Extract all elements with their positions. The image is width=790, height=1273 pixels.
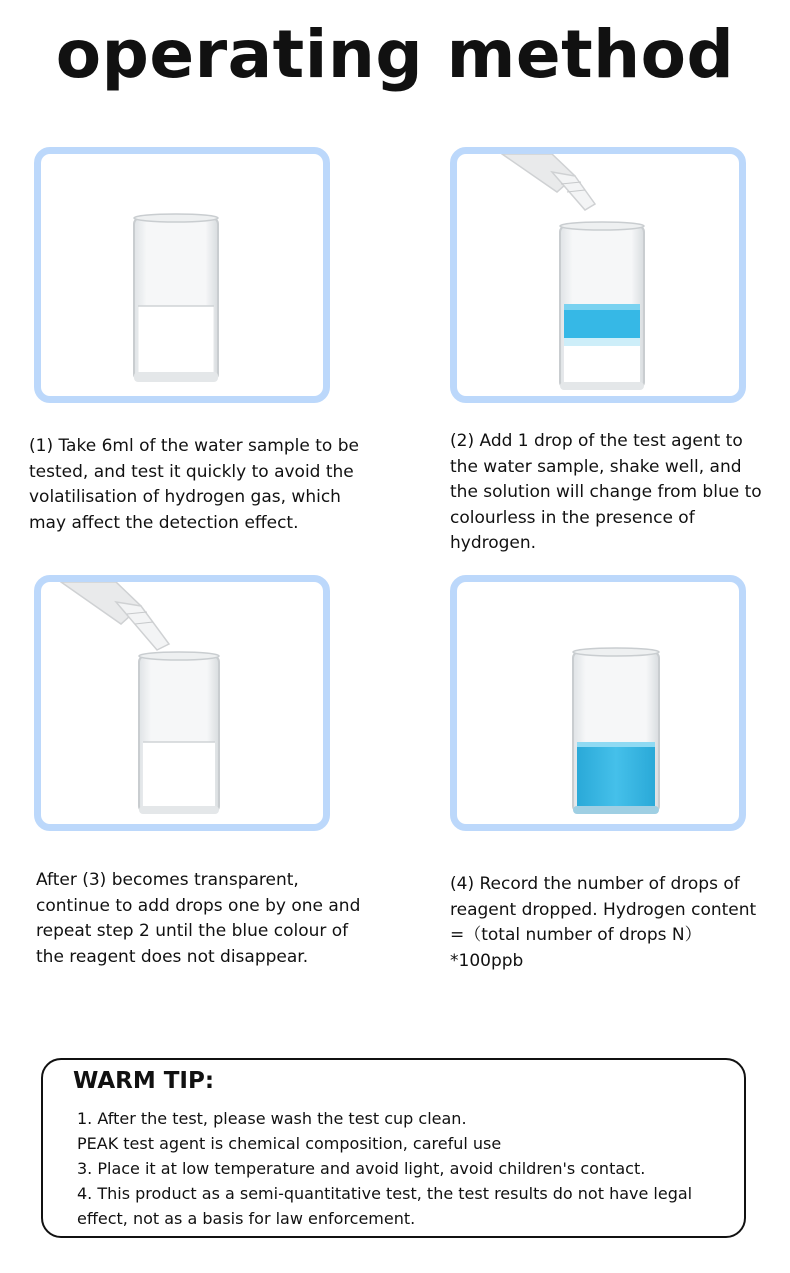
warm-tip-item: 1. After the test, please wash the test cup clean. — [77, 1109, 467, 1128]
warm-tip-list — [77, 1106, 732, 1231]
step-4-text: (4) Record the number of drops of reagent dropped. Hydrogen content =（total number of drops N）*100ppb — [450, 874, 757, 971]
warm-tip-item: 4. This product as a semi-quantitative test, the test results do not have legal effect, not as a basis for law enforcement. — [77, 1184, 693, 1228]
step-3-text: After (3) becomes transparent, continue to add drops one by one and repeat step 2 until the blue colour of the reagent does not disappear. — [36, 870, 361, 967]
dropper-bottle-icon — [502, 154, 595, 210]
dropper-bottle-icon — [61, 582, 169, 650]
step-2-text: (2) Add 1 drop of the test agent to the water sample, shake well, and the solution will change from blue to colourless in the presence of hydrogen. — [450, 431, 762, 553]
step-4-image-frame — [450, 575, 746, 831]
warm-tip-box — [41, 1058, 746, 1238]
glass-clear-dropper-illustration — [41, 582, 323, 824]
step-1-image-frame — [34, 147, 330, 403]
step-3-image-frame — [34, 575, 330, 831]
glass-blue-liquid-illustration — [457, 582, 739, 824]
step-2-image-frame — [450, 147, 746, 403]
page-title: operating method — [55, 16, 735, 93]
warm-tip-title: WARM TIP: — [73, 1068, 215, 1094]
warm-tip-item: 3. Place it at low temperature and avoid light, avoid children's contact. — [77, 1159, 646, 1178]
glass-blue-layer-dropper-illustration — [457, 154, 739, 396]
step-1-text: (1) Take 6ml of the water sample to be tested, and test it quickly to avoid the volatilisation of hydrogen gas, which may affect the detection effect. — [29, 436, 359, 533]
warm-tip-item: PEAK test agent is chemical composition, careful use — [77, 1134, 502, 1153]
glass-clear-water-illustration — [41, 154, 323, 396]
